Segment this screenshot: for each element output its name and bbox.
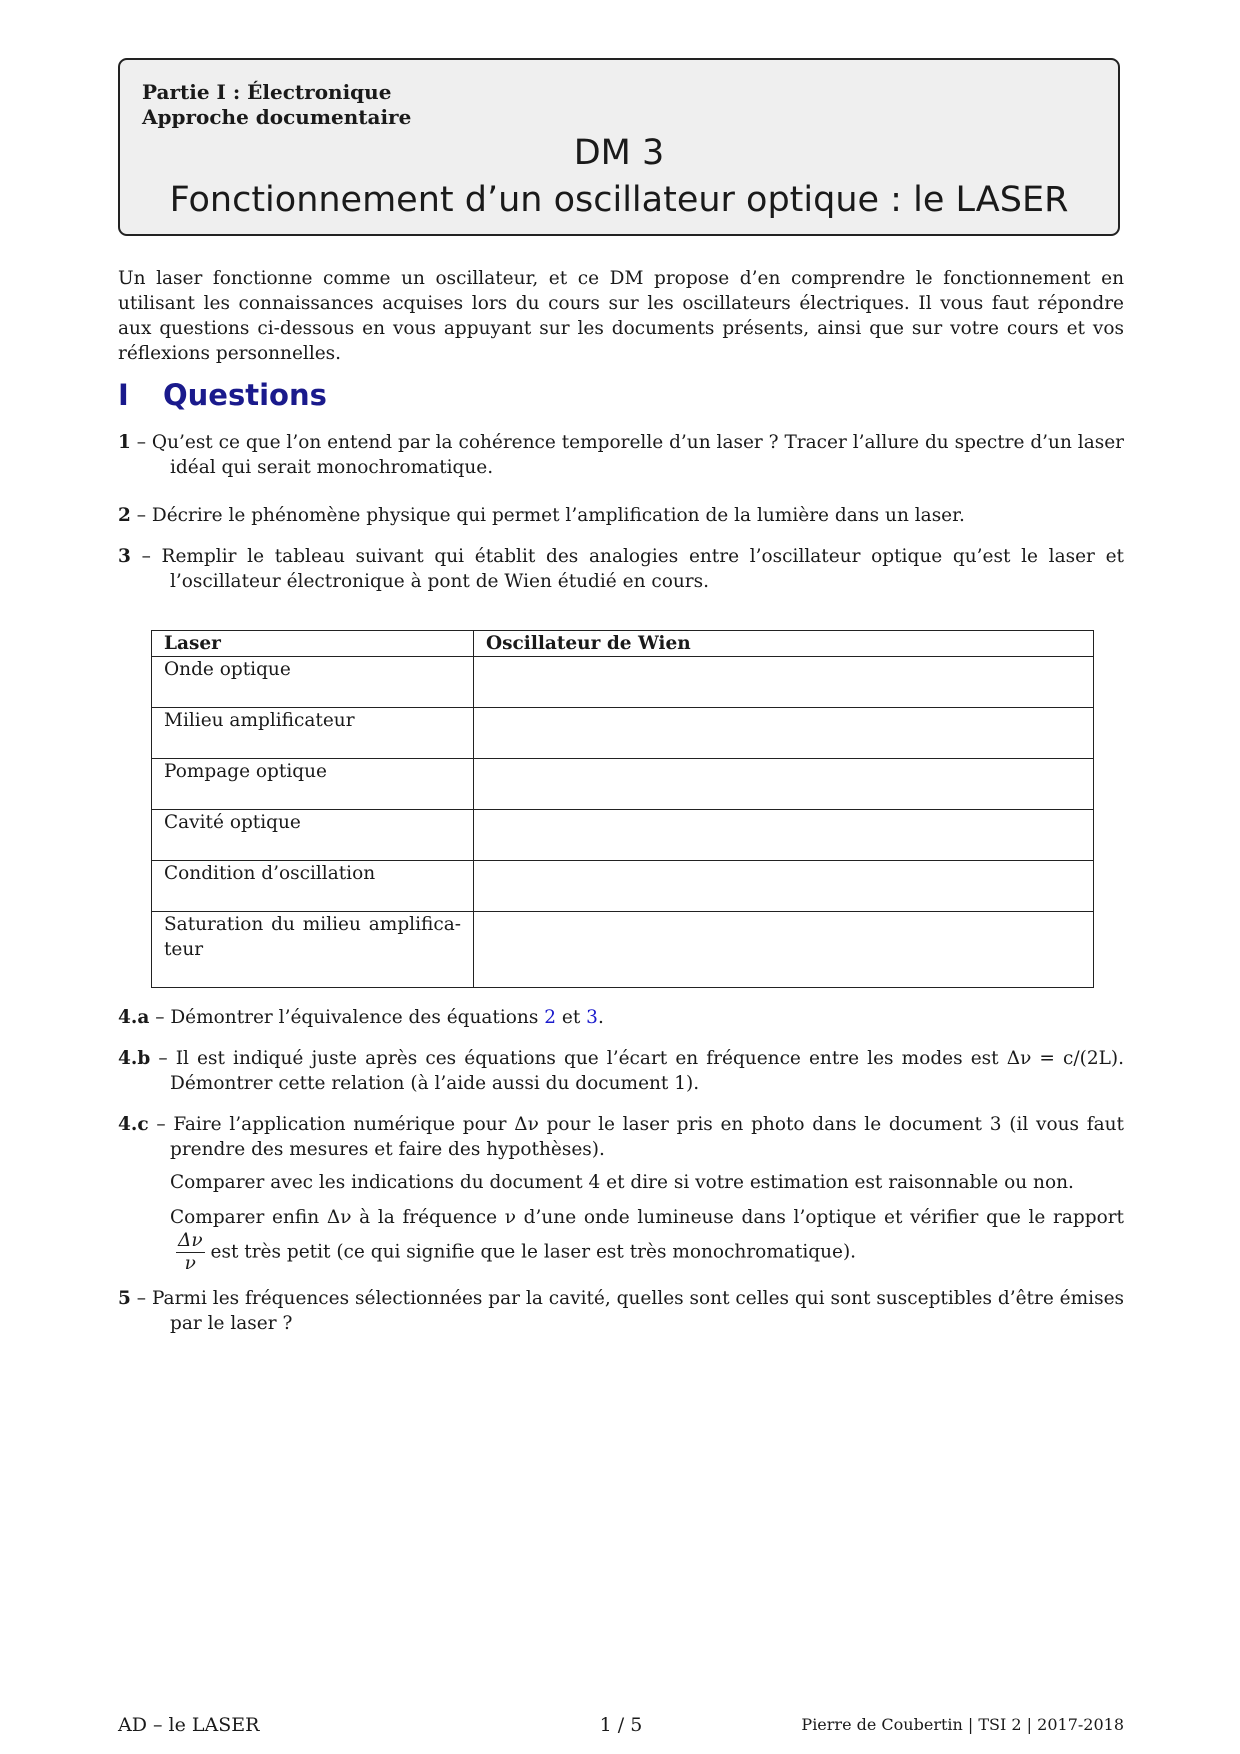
question-number: 3 (118, 546, 131, 567)
question-text: . (597, 1007, 604, 1028)
question-4a (118, 1005, 1124, 1030)
question-text: Remplir le tableau suivant qui établit des analogies entre l’oscillateur optique qu’est le laser et l’oscillateur électronique à pont de Wien étudié en cours. (161, 546, 1124, 592)
table-cell-wien-empty[interactable] (474, 657, 1094, 708)
intro-paragraph: Un laser fonctionne comme un oscillateur, et ce DM propose d’en comprendre le fonctionnement en utilisant les connaissances acquises lors du cours sur les oscillateurs électriques. Il vous faut répondre aux questions ci-dessous en vous appuyant sur les documents présents, ainsi que sur votre cours et vos réflexions personnelles. (118, 268, 1124, 364)
question-text: Comparer enfin Δν à la fréquence ν d’une onde lumineuse dans l’optique et vérifier que le rapport (170, 1207, 1124, 1228)
question-4c-compare-1: Comparer avec les indications du document 4 et dire si votre estimation est raisonnable ou non. (170, 1172, 1074, 1193)
question-text: Parmi les fréquences sélectionnées par la cavité, quelles sont celles qui sont susceptibles d’être émises par le laser ? (151, 1288, 1125, 1334)
footer-right: Pierre de Coubertin | TSI 2 | 2017-2018 (801, 1715, 1124, 1734)
question-4c-compare-2 (170, 1205, 1124, 1275)
table-cell-laser: Onde optique (152, 657, 474, 708)
question-text: Décrire le phénomène physique qui permet l’amplification de la lumière dans un laser. (151, 505, 965, 526)
table-row (152, 861, 1094, 912)
page-footer (118, 1712, 1124, 1738)
question-separator: – (130, 546, 162, 567)
question-number: 4.c (118, 1114, 149, 1135)
table-cell-laser: Pompage optique (152, 759, 474, 810)
title-line-1: DM 3 (573, 133, 665, 173)
question-separator: – (148, 1114, 174, 1135)
question-text: Faire l’application numérique pour Δν pour le laser pris en photo dans le document 3 (il vous faut prendre des mesures et faire des hypothèses). (170, 1114, 1124, 1160)
table-cell-wien-empty[interactable] (474, 759, 1094, 810)
table-row (152, 759, 1094, 810)
question-text: Il est indiqué juste après ces équations que l’écart en fréquence entre les modes est Δν = c/(2L). Démontrer cette relation (à l’aide aussi du document 1). (170, 1048, 1124, 1094)
table-cell-wien-empty[interactable] (474, 912, 1094, 988)
question-number: 4.a (118, 1007, 150, 1028)
question-text: Démontrer l’équivalence des équations (170, 1007, 545, 1028)
table-cell-wien-empty[interactable] (474, 861, 1094, 912)
table-cell-wien-empty[interactable] (474, 708, 1094, 759)
table-header-row (152, 631, 1094, 657)
table-cell-wien-empty[interactable] (474, 810, 1094, 861)
question-text: Qu’est ce que l’on entend par la cohérence temporelle d’un laser ? Tracer l’allure du spectre d’un laser idéal qui serait monochromatique. (151, 432, 1125, 478)
approach-label: Approche documentaire (142, 105, 412, 129)
question-number: 1 (118, 432, 131, 453)
section-heading (118, 378, 327, 412)
fraction-denominator: ν (184, 1253, 196, 1274)
question-separator: – (130, 505, 152, 526)
table-row (152, 657, 1094, 708)
footer-left: AD – le LASER (118, 1714, 260, 1736)
table-cell-laser: Cavité optique (152, 810, 474, 861)
question-separator: – (150, 1048, 176, 1069)
question-4b (118, 1046, 1124, 1096)
question-separator: – (130, 432, 152, 453)
question-separator: – (130, 1288, 152, 1309)
footer-page-number: 1 / 5 (599, 1714, 643, 1736)
question-3 (118, 544, 1124, 594)
table-header-wien: Oscillateur de Wien (474, 631, 1094, 657)
title-line-2: Fonctionnement d’un oscillateur optique : le LASER (169, 180, 1069, 220)
part-label: Partie I : Électronique (142, 80, 392, 104)
table-row (152, 810, 1094, 861)
table-cell-laser: Milieu amplificateur (152, 708, 474, 759)
question-4c (118, 1112, 1124, 1162)
question-number: 2 (118, 505, 131, 526)
table-cell-laser: Condition d’oscillation (152, 861, 474, 912)
header-box (118, 58, 1120, 236)
document-title (120, 130, 1118, 224)
equation-link-3[interactable]: 3 (586, 1007, 598, 1028)
question-1 (118, 430, 1124, 480)
table-cell-laser: Saturation du milieu amplifica-teur (152, 912, 474, 988)
question-text: est très petit (ce qui signifie que le laser est très monochromatique). (210, 1241, 857, 1263)
fraction-numerator: Δν (178, 1230, 203, 1251)
question-separator: – (149, 1007, 171, 1028)
question-number: 4.b (118, 1048, 151, 1069)
equation-link-2[interactable]: 2 (544, 1007, 556, 1028)
table-row (152, 708, 1094, 759)
question-number: 5 (118, 1288, 131, 1309)
section-number: I (118, 378, 129, 412)
table-header-laser: Laser (152, 631, 474, 657)
question-5 (118, 1286, 1124, 1336)
section-title: Questions (163, 378, 327, 412)
ratio-fraction (176, 1230, 205, 1275)
question-2 (118, 503, 1124, 528)
question-text: et (556, 1007, 587, 1028)
table-row (152, 912, 1094, 988)
analogy-table (151, 630, 1094, 988)
